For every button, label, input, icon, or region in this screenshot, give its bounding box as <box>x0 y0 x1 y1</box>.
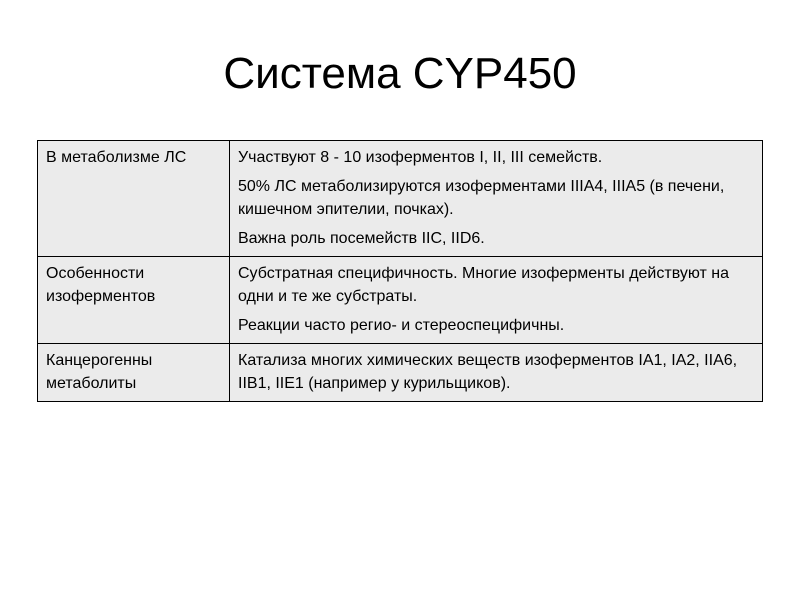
description-line: Участвуют 8 - 10 изоферментов I, II, III семейств. <box>238 149 603 166</box>
slide-title: Система CYP450 <box>223 49 577 98</box>
description-line: Катализа многих химических веществ изоферментов IA1, IA2, IIA6, IIB1, IIE1 (например у курильщиков). <box>238 352 738 392</box>
description-line: Субстратная специфичность. Многие изоферменты действуют на одни и те же субстраты. <box>238 265 729 305</box>
row-description <box>230 257 763 344</box>
row-description <box>230 344 763 402</box>
info-table <box>37 140 763 402</box>
row-description <box>230 141 763 257</box>
table-row <box>38 257 763 344</box>
row-label: В метаболизме ЛС <box>38 141 230 257</box>
table-row <box>38 344 763 402</box>
row-label: Особенности изоферментов <box>38 257 230 344</box>
description-line: Важна роль посемейств IIC, IID6. <box>238 230 485 247</box>
row-label: Канцерогенны метаболиты <box>38 344 230 402</box>
description-line: 50% ЛС метаболизируются изоферментами IIIA4, IIIA5 (в печени, кишечном эпителии, почках). <box>238 178 725 218</box>
table-row <box>38 141 763 257</box>
description-line: Реакции часто регио- и стереоспецифичны. <box>238 317 565 334</box>
